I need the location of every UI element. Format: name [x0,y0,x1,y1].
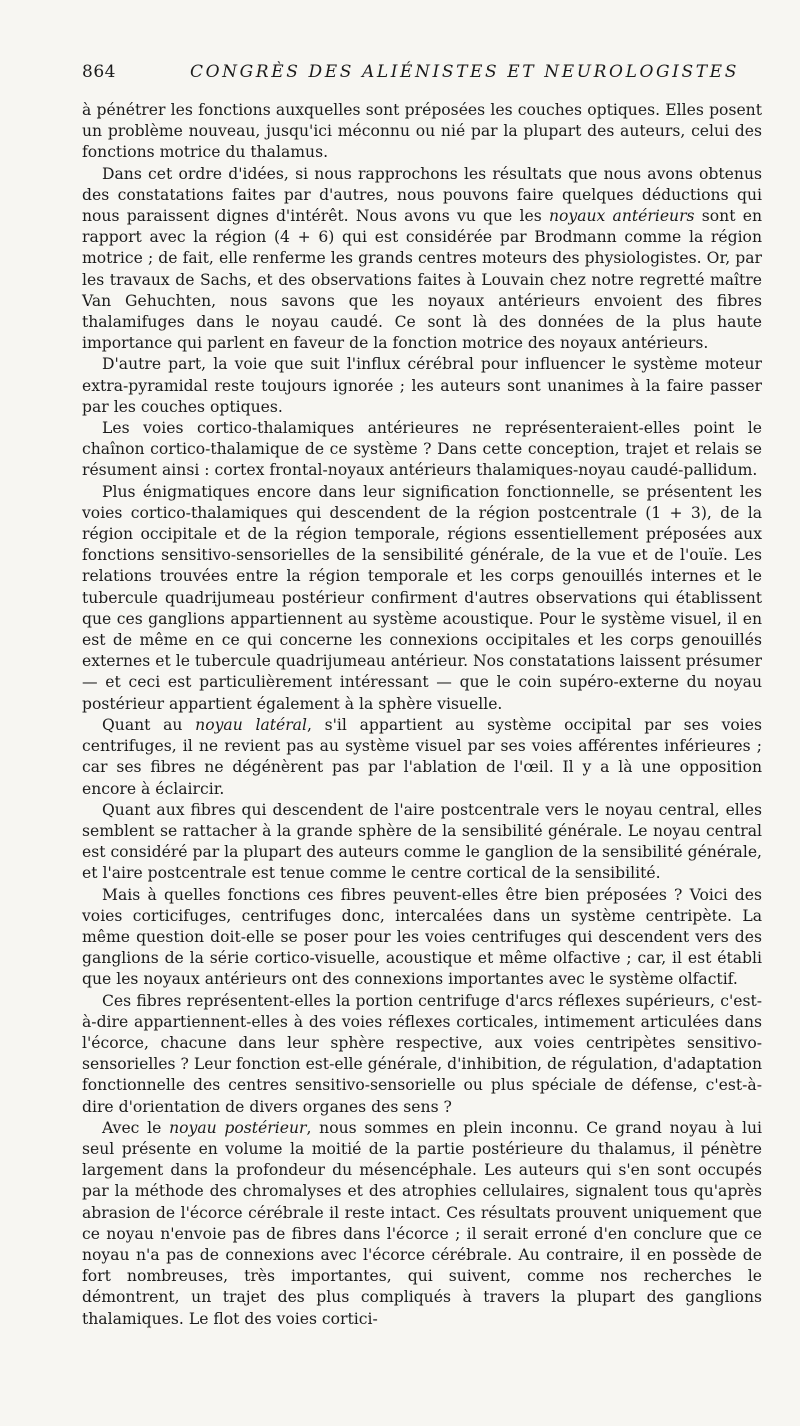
paragraph-1: à pénétrer les fonctions auxquelles sont préposées les couches optiques. Elles posent un problème nouveau, jusqu'ici méconnu ou nié par la plupart des auteurs, celui des fonctions motrice du thalamus. [82,101,762,162]
paragraph-8: Mais à quelles fonctions ces fibres peuvent-elles être bien préposées ? Voici des voies corticifuges, centrifuges donc, intercalées dans un système centripète. La même question doit-elle se poser pour les voies centrifuges qui descendent vers des ganglions de la série cortico-visuelle, acoustique et même olfactive ; car, il est établi que les noyaux antérieurs ont des connexions importantes avec le système olfactif. [82,885,762,989]
paragraph-3: D'autre part, la voie que suit l'influx cérébral pour influencer le système moteur extra-pyramidal reste toujours ignorée ; les auteurs sont unanimes à la faire passer par les couches optiques. [82,355,762,416]
paragraph-6: Quant au noyau latéral, s'il appartient au système occipital par ses voies centrifuges, il ne revient pas au système visuel par ses voies afférentes inférieures ; car ses fibres ne dégénèrent pas par l'ablation de l'œil. Il y a là une opposition encore à éclaircir. [82,715,762,798]
page-number: 864 [82,62,116,82]
emphasis-noyau-lateral: noyau latéral [195,715,307,734]
paragraph-5: Plus énigmatiques encore dans leur signification fonctionnelle, se présentent les voies cortico-thalamiques qui descendent de la région postcentrale (1 + 3), de la région occipitale et de la région temporale, régions essentiellement préposées aux fonctions sensitivo-sensorielles de la sensibilité générale, de la vue et de l'ouïe. Les relations trouvées entre la région temporale et les corps genouillés internes et le tubercule quadrijumeau postérieur confirment d'autres observations qui établissent que ces ganglions appartiennent au système acoustique. Pour le système visuel, il en est de même en ce qui concerne les connexions occipitales et les corps genouillés externes et le tubercule quadrijumeau antérieur. Nos constatations laissent présumer — et ceci est particulièrement intéressant — que le coin supéro-externe du noyau postérieur appartient également à la sphère visuelle. [82,482,762,713]
paragraph-7: Quant aux fibres qui descendent de l'aire postcentrale vers le noyau central, elles semblent se rattacher à la grande sphère de la sensibilité générale. Le noyau central est considéré par la plupart des auteurs comme le ganglion de la sensibilité générale, et l'aire postcentrale est tenue comme le centre cortical de la sensibilité. [82,800,763,883]
body-text [82,100,762,1330]
paragraph-10: Avec le noyau postérieur, nous sommes en plein inconnu. Ce grand noyau à lui seul présente en volume la moitié de la partie postérieure du thalamus, il pénètre largement dans la profondeur du mésencéphale. Les auteurs qui s'en sont occupés par la méthode des chromalyses et des atrophies cellulaires, signalent tous qu'après abrasion de l'écorce cérébrale il reste intact. Ces résultats prouvent uniquement que ce noyau n'envoie pas de fibres dans l'écorce ; il serait erroné d'en conclure que ce noyau n'a pas de connexions avec l'écorce cérébrale. Au contraire, il en possède de fort nombreuses, très importantes, qui suivent, comme nos recherches le démontrent, un trajet des plus compliqués à travers la plupart des ganglions thalamiques. Le flot des voies cortici- [82,1118,763,1328]
paragraph-4: Les voies cortico-thalamiques antérieures ne représenteraient-elles point le chaînon cortico-thalamique de ce système ? Dans cette conception, trajet et relais se résument ainsi : cortex frontal-noyaux antérieurs thalamiques-noyau caudé-pallidum. [82,419,762,480]
emphasis-noyaux-anterieurs: noyaux antérieurs [548,207,695,226]
running-title: CONGRÈS DES ALIÉNISTES ET NEUROLOGISTES [190,62,739,82]
running-header [82,62,764,90]
emphasis-noyau-posterieur: noyau postérieur [169,1118,307,1137]
paragraph-9: Ces fibres représentent-elles la portion centrifuge d'arcs réflexes supérieurs, c'est-à-dire appartiennent-elles à des voies réflexes corticales, intimement articulées dans l'écorce, chacune dans leur sphère respective, aux voies centripètes sensitivo-sensorielles ? Leur fonction est-elle générale, d'inhibition, de régulation, d'adaptation fonctionnelle des centres sensitivo-sensorielle ou plus spéciale de défense, c'est-à-dire d'orientation de divers organes des sens ? [82,991,762,1116]
paragraph-2: Dans cet ordre d'idées, si nous rapprochons les résultats que nous avons obtenus des constatations faites par d'autres, nous pouvons faire quelques déductions qui nous paraissent dignes d'intérêt. Nous avons vu que les noyaux antérieurs sont en rapport avec la région (4 + 6) qui est considérée par Brodmann comme la région motrice ; de fait, elle renferme les grands centres moteurs des physiologistes. Or, par les travaux de Sachs, et des observations faites à Louvain chez notre regretté maître Van Gehuchten, nous savons que les noyaux antérieurs envoient des fibres thalamifuges dans le noyau caudé. Ce sont là des données de la plus haute importance qui parlent en faveur de la fonction motrice des noyaux antérieurs. [82,164,762,353]
